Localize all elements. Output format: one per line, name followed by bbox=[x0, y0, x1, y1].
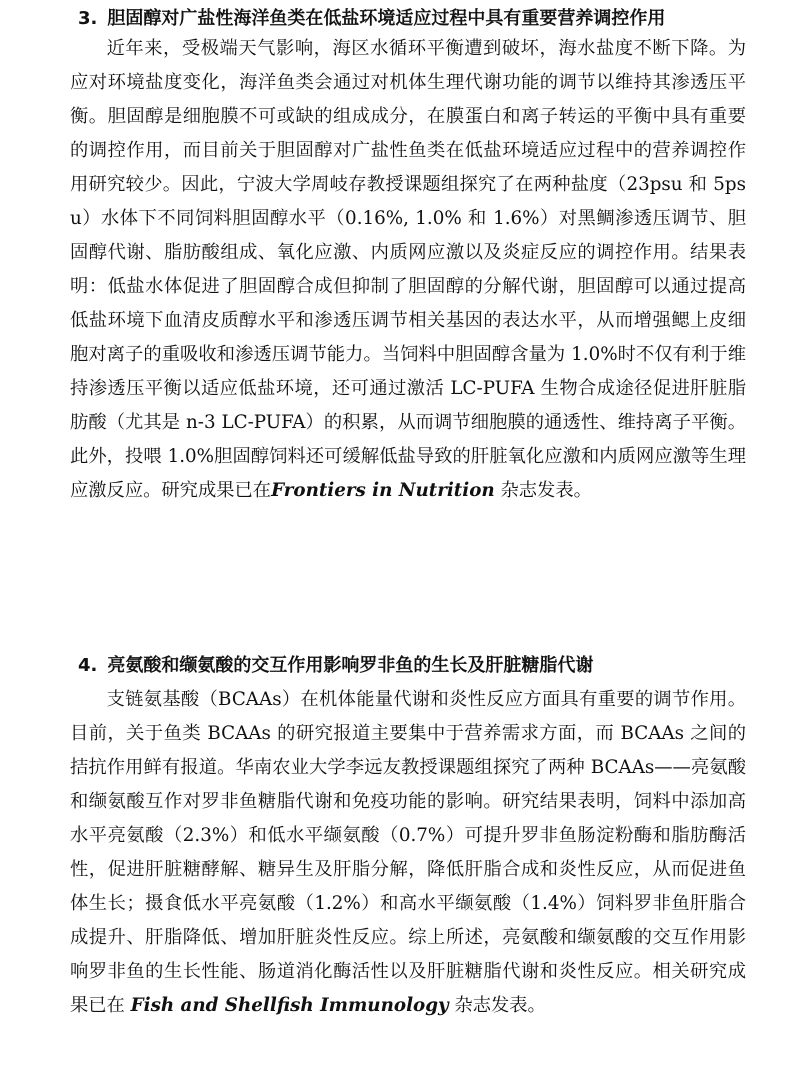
section-4-body: 支链氨基酸（BCAAs）在机体能量代谢和炎性反应方面具有重要的调节作用。目前，关于鱼类 BCAAs 的研究报道主要集中于营养需求方面，而 BCAAs 之间的拮抗作用鲜有报道。华南农业大学李远友教授课题组探究了两种 BCAAs——亮氨酸和缬氨酸互作对罗非鱼糖脂代谢和免疫功能的影响。研究结果表明，饲料中添加高水平亮氨酸（2.3%）和低水平缬氨酸（0.7%）可提升罗非鱼肠淀粉酶和脂肪酶活性，促进肝脏糖酵解、糖异生及肝脂分解，降低肝脂合成和炎性反应，从而促进鱼体生长；摄食低水平亮氨酸（1.2%）和高水平缬氨酸（1.4%）饲料罗非鱼肝脂合成提升、肝脂降低、增加肝脏炎性反应。综上所述，亮氨酸和缬氨酸的交互作用影响罗非鱼的生长性能、肠道消化酶活性以及肝脏糖脂代谢和炎性反应。相关研究成果已在 bbox=[70, 689, 746, 1016]
section-3-tail: 杂志发表。 bbox=[494, 480, 592, 501]
section-4-heading bbox=[78, 654, 778, 678]
section-3-number: 3. bbox=[78, 8, 98, 29]
section-4-tail: 杂志发表。 bbox=[448, 995, 546, 1016]
section-4-paragraph bbox=[70, 683, 746, 1023]
section-4-number: 4. bbox=[78, 655, 98, 676]
section-4-journal: Fish and Shellfish Immunology bbox=[130, 995, 449, 1016]
section-3-paragraph bbox=[70, 32, 746, 508]
section-3-journal: Frontiers in Nutrition bbox=[271, 480, 495, 501]
section-3-body: 近年来，受极端天气影响，海区水循环平衡遭到破坏，海水盐度不断下降。为应对环境盐度变化，海洋鱼类会通过对机体生理代谢功能的调节以维持其渗透压平衡。胆固醇是细胞膜不可或缺的组成成分，在膜蛋白和离子转运的平衡中具有重要的调控作用，而目前关于胆固醇对广盐性鱼类在低盐环境适应过程中的营养调控作用研究较少。因此，宁波大学周岐存教授课题组探究了在两种盐度（23psu 和 5psu）水体下不同饲料胆固醇水平（0.16%, 1.0% 和 1.6%）对黑鲷渗透压调节、胆固醇代谢、脂肪酸组成、氧化应激、内质网应激以及炎症反应的调控作用。结果表明：低盐水体促进了胆固醇合成但抑制了胆固醇的分解代谢，胆固醇可以通过提高低盐环境下血清皮质醇水平和渗透压调节相关基因的表达水平，从而增强鳃上皮细胞对离子的重吸收和渗透压调节能力。当饲料中胆固醇含量为 1.0%时不仅有利于维持渗透压平衡以适应低盐环境，还可通过激活 LC-PUFA 生物合成途径促进肝脏脂肪酸（尤其是 n-3 LC-PUFA）的积累，从而调节细胞膜的通透性、维持离子平衡。此外，投喂 1.0%胆固醇饲料还可缓解低盐导致的肝脏氧化应激和内质网应激等生理应激反应。研究成果已在 bbox=[70, 38, 746, 501]
section-3-heading bbox=[78, 7, 778, 31]
section-3-title: 胆固醇对广盐性海洋鱼类在低盐环境适应过程中具有重要营养调控作用 bbox=[107, 8, 666, 29]
section-4-title: 亮氨酸和缬氨酸的交互作用影响罗非鱼的生长及肝脏糖脂代谢 bbox=[107, 655, 594, 676]
